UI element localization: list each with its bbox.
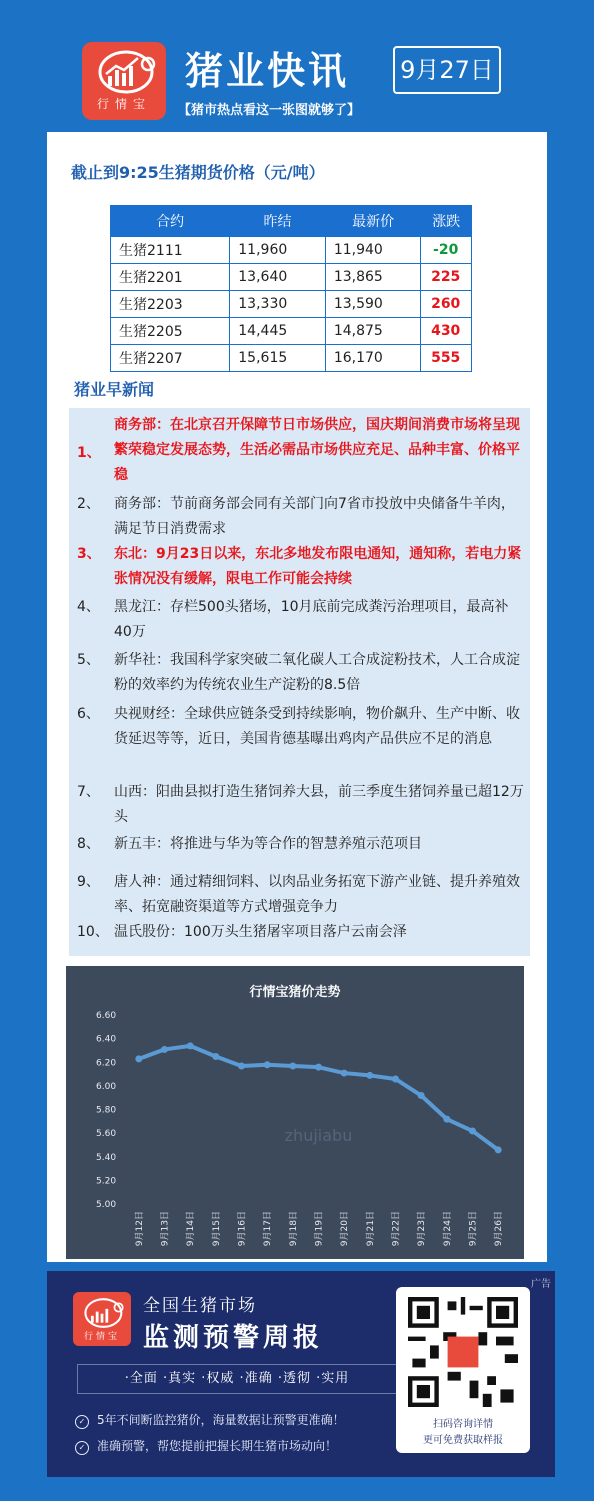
news-number: 9、 — [77, 874, 100, 890]
data-point — [135, 1055, 142, 1062]
page-title: 猪业快讯 — [185, 49, 350, 93]
table-row — [111, 237, 472, 264]
ad-bullet — [75, 1437, 337, 1455]
ad-feature-tags: ·全面 ·真实 ·权威 ·准确 ·透彻 ·实用 — [77, 1364, 397, 1394]
news-text: 山西：阳曲县拟打造生猪饲养大县，前三季度生猪饲养量已超12万头 — [114, 784, 524, 825]
table-row — [111, 291, 472, 318]
y-tick-label: 6.60 — [96, 1011, 117, 1021]
news-text: 唐人神：通过精细饲料、以肉品业务拓宽下游产业链、提升养殖效率、拓宽融资渠道等方式增强竞争力 — [114, 874, 520, 915]
x-tick-label: 9月26日 — [494, 1211, 505, 1247]
ad-headline-2: 监测预警周报 — [143, 1323, 324, 1353]
futures-table — [110, 205, 472, 372]
qr-caption: 扫码咨询详情 — [433, 1419, 493, 1430]
news-text: 黑龙江：存栏500头猪场，10月底前完成粪污治理项目，最高补40万 — [114, 599, 509, 640]
table-row — [111, 264, 472, 291]
y-tick-label: 6.00 — [96, 1081, 117, 1092]
pig-chart-icon — [73, 1292, 131, 1334]
x-tick-label: 9月19日 — [314, 1211, 325, 1247]
data-point — [469, 1127, 476, 1134]
cell-latest: 14,875 — [325, 318, 421, 345]
logo-text: 行情宝 — [96, 97, 151, 111]
data-point — [187, 1042, 194, 1049]
ad-logo — [73, 1292, 131, 1346]
news-number: 7、 — [77, 784, 100, 800]
data-point — [341, 1070, 348, 1077]
news-section-title: 猪业早新闻 — [74, 380, 155, 399]
x-tick-label: 9月23日 — [417, 1211, 428, 1247]
table-row — [111, 345, 472, 372]
news-list — [69, 408, 530, 956]
news-text: 新五丰：将推进与华为等合作的智慧养殖示范项目 — [114, 836, 422, 852]
pig-chart-icon — [82, 42, 166, 102]
chart-title: 行情宝猪价走势 — [249, 985, 341, 1000]
news-number: 5、 — [77, 652, 100, 668]
cell-change: 225 — [421, 264, 472, 291]
x-tick-label: 9月13日 — [160, 1211, 171, 1247]
news-number: 4、 — [77, 599, 100, 615]
x-tick-label: 9月22日 — [391, 1211, 402, 1247]
cell-prev: 13,330 — [230, 291, 326, 318]
cell-latest: 13,865 — [325, 264, 421, 291]
data-point — [418, 1092, 425, 1099]
news-text: 商务部：在北京召开保障节日市场供应，国庆期间消费市场将呈现繁荣稳定发展态势，生活必需品市场供应充足、品种丰富、价格平稳 — [114, 417, 520, 483]
cell-change: 430 — [421, 318, 472, 345]
column-header: 涨跌 — [421, 206, 472, 237]
y-tick-label: 5.40 — [96, 1152, 117, 1163]
cell-change: 260 — [421, 291, 472, 318]
cell-contract: 生猪2111 — [111, 237, 230, 264]
page-subtitle: 【猪市热点看这一张图就够了】 — [178, 103, 361, 118]
x-tick-label: 9月17日 — [263, 1211, 274, 1247]
qr-code-icon[interactable] — [408, 1297, 518, 1407]
y-tick-label: 6.20 — [96, 1058, 117, 1069]
data-point — [289, 1062, 296, 1069]
y-tick-label: 5.20 — [96, 1176, 117, 1187]
chart-watermark: zhujiabu — [284, 1126, 353, 1145]
x-tick-label: 9月16日 — [237, 1211, 248, 1247]
ad-bullet — [75, 1411, 345, 1429]
data-point — [392, 1075, 399, 1082]
ad-headline-1: 全国生猪市场 — [143, 1296, 257, 1316]
data-point — [315, 1064, 322, 1071]
news-number: 1、 — [77, 445, 101, 461]
app-logo — [82, 42, 166, 120]
cell-prev: 13,640 — [230, 264, 326, 291]
x-tick-label: 9月25日 — [468, 1211, 479, 1247]
date-badge: 9月27日 — [393, 46, 501, 94]
data-point — [238, 1062, 245, 1069]
price-trend-chart — [66, 966, 524, 1259]
news-text: 新华社：我国科学家突破二氧化碳人工合成淀粉技术，人工合成淀粉的效率约为传统农业生产淀粉的8.5倍 — [114, 652, 520, 693]
cell-contract: 生猪2201 — [111, 264, 230, 291]
cell-latest: 16,170 — [325, 345, 421, 372]
ad-tag: 广告 — [531, 1279, 551, 1290]
news-number: 3、 — [77, 546, 101, 562]
table-row — [111, 318, 472, 345]
futures-section-title: 截止到9:25生猪期货价格（元/吨） — [71, 163, 325, 182]
news-text: 温氏股份：100万头生猪屠宰项目落户云南会泽 — [114, 924, 407, 940]
ad-banner[interactable] — [47, 1271, 555, 1477]
news-text: 央视财经：全球供应链条受到持续影响，物价飙升、生产中断、收货延迟等等，近日，美国肯德基曝出鸡肉产品供应不足的消息 — [114, 706, 520, 747]
data-point — [212, 1053, 219, 1060]
column-header: 最新价 — [325, 206, 421, 237]
y-tick-label: 5.60 — [96, 1129, 117, 1140]
x-tick-label: 9月14日 — [186, 1211, 197, 1247]
data-point — [443, 1116, 450, 1123]
cell-latest: 11,940 — [325, 237, 421, 264]
data-point — [264, 1061, 271, 1068]
cell-prev: 15,615 — [230, 345, 326, 372]
ad-bullet-text: 5年不间断监控猪价，海量数据让预警更准确！ — [97, 1413, 345, 1427]
check-icon: ✓ — [75, 1441, 89, 1455]
cell-prev: 11,960 — [230, 237, 326, 264]
qr-card[interactable] — [396, 1287, 530, 1453]
cell-contract: 生猪2203 — [111, 291, 230, 318]
data-point — [495, 1146, 502, 1153]
cell-change: -20 — [421, 237, 472, 264]
cell-change: 555 — [421, 345, 472, 372]
news-number: 10、 — [77, 924, 109, 940]
news-number: 6、 — [77, 706, 100, 722]
cell-prev: 14,445 — [230, 318, 326, 345]
ad-logo-text: 行情宝 — [83, 1332, 120, 1342]
column-header: 合约 — [111, 206, 230, 237]
x-tick-label: 9月21日 — [365, 1211, 376, 1247]
news-number: 2、 — [77, 496, 100, 512]
news-number: 8、 — [77, 836, 100, 852]
news-text: 东北：9月23日以来，东北多地发布限电通知，通知称，若电力紧张情况没有缓解，限电工作可能会持续 — [114, 546, 522, 587]
cell-contract: 生猪2207 — [111, 345, 230, 372]
ad-bullet-text: 准确预警，帮您提前把握长期生猪市场动向！ — [97, 1439, 338, 1453]
x-tick-label: 9月24日 — [442, 1211, 453, 1247]
qr-caption: 更可免费获取样报 — [423, 1435, 503, 1446]
chart-canvas — [66, 966, 524, 1259]
x-tick-label: 9月18日 — [288, 1211, 299, 1247]
check-icon: ✓ — [75, 1415, 89, 1429]
cell-latest: 13,590 — [325, 291, 421, 318]
y-tick-label: 6.40 — [96, 1034, 117, 1045]
y-tick-label: 5.00 — [96, 1200, 117, 1210]
x-tick-label: 9月12日 — [134, 1211, 145, 1247]
table-header-row — [111, 206, 472, 237]
x-tick-label: 9月15日 — [211, 1211, 222, 1247]
cell-contract: 生猪2205 — [111, 318, 230, 345]
news-text: 商务部：节前商务部会同有关部门向7省市投放中央储备牛羊肉，满足节日消费需求 — [114, 496, 515, 537]
x-tick-label: 9月20日 — [340, 1211, 351, 1247]
data-point — [161, 1046, 168, 1053]
y-tick-label: 5.80 — [96, 1105, 117, 1116]
data-point — [366, 1072, 373, 1079]
column-header: 昨结 — [230, 206, 326, 237]
